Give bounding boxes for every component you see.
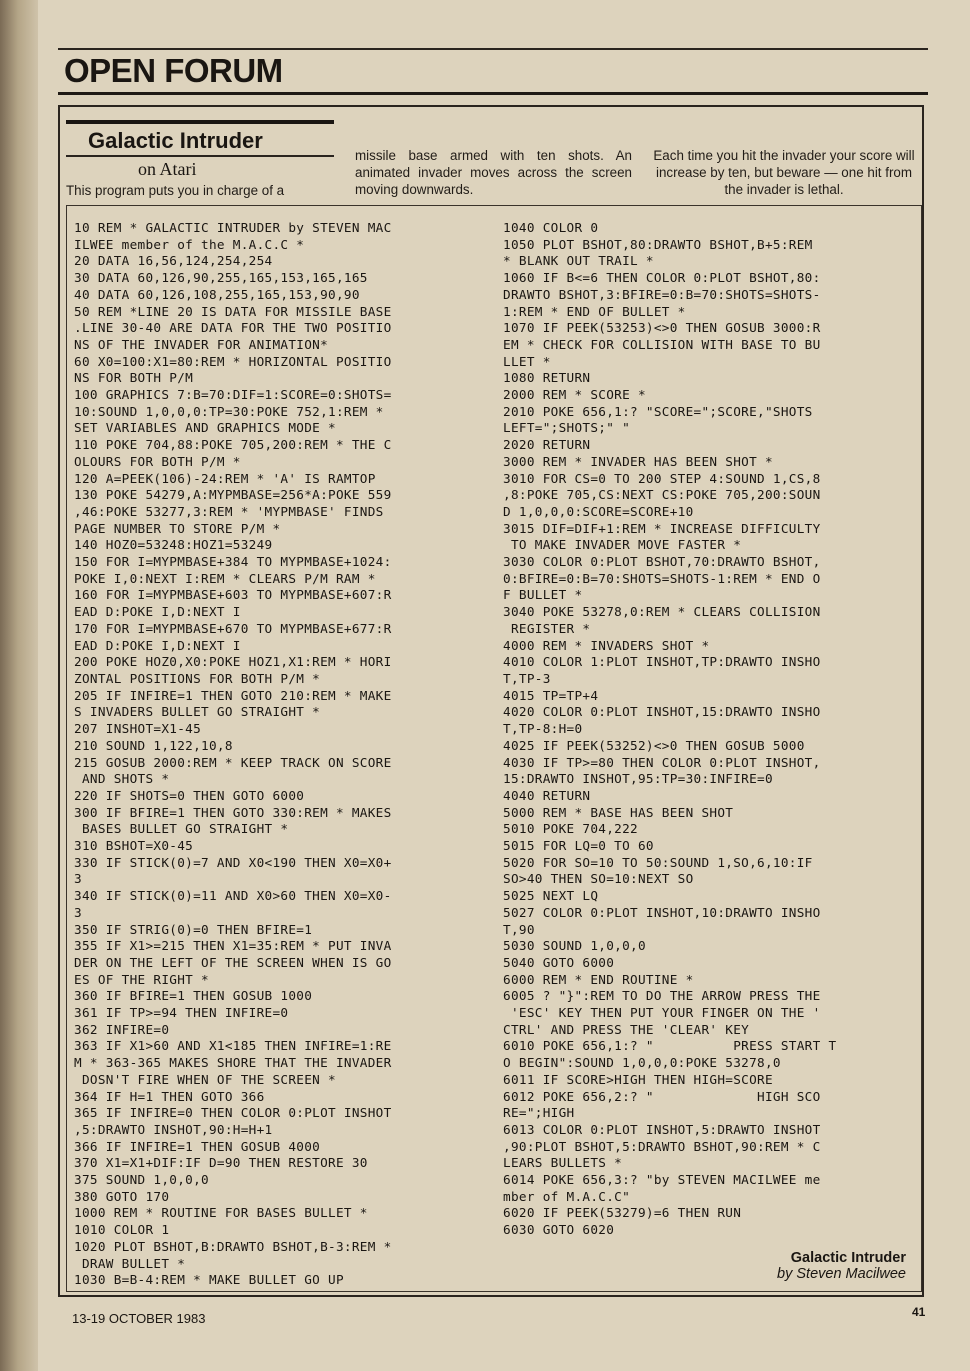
footer-date: 13-19 OCTOBER 1983 bbox=[72, 1311, 206, 1326]
code-line: 2010 POKE 656,1:? "SCORE=";SCORE,"SHOTS bbox=[503, 403, 813, 419]
code-line: 1:REM * END OF BULLET * bbox=[503, 303, 686, 319]
code-line: 0:BFIRE=0:B=70:SHOTS=SHOTS-1:REM * END O bbox=[503, 570, 821, 586]
code-line: 6014 POKE 656,3:? "by STEVEN MACILWEE me bbox=[503, 1172, 821, 1188]
code-line: PAGE NUMBER TO STORE P/M * bbox=[74, 520, 281, 536]
code-line: SET VARIABLES AND GRAPHICS MODE * bbox=[74, 420, 336, 436]
code-line: 6005 ? "}":REM TO DO THE ARROW PRESS THE bbox=[503, 988, 821, 1004]
code-line: T,90 bbox=[503, 921, 535, 937]
code-line: CTRL' AND PRESS THE 'CLEAR' KEY bbox=[503, 1021, 750, 1037]
code-line: ZONTAL POSITIONS FOR BOTH P/M * bbox=[74, 670, 321, 686]
code-line: ,46:POKE 53277,3:REM * 'MYPMBASE' FINDS bbox=[74, 503, 384, 519]
code-line: 10:SOUND 1,0,0,0:TP=30:POKE 752,1:REM * bbox=[74, 403, 384, 419]
code-line: AND SHOTS * bbox=[74, 771, 170, 787]
code-line: 140 HOZ0=53248:HOZ1=53249 bbox=[74, 537, 273, 553]
code-line: 300 IF BFIRE=1 THEN GOTO 330:REM * MAKES bbox=[74, 804, 392, 820]
code-line: EM * CHECK FOR COLLISION WITH BASE TO BU bbox=[503, 336, 821, 352]
code-line: 1070 IF PEEK(53253)<>0 THEN GOSUB 3000:R bbox=[503, 320, 821, 336]
code-line: 310 BSHOT=X0-45 bbox=[74, 838, 194, 854]
code-line: 375 SOUND 1,0,0,0 bbox=[74, 1172, 209, 1188]
code-line: 1010 COLOR 1 bbox=[74, 1222, 170, 1238]
code-line: 362 INFIRE=0 bbox=[74, 1021, 170, 1037]
code-line: 5020 FOR SO=10 TO 50:SOUND 1,SO,6,10:IF bbox=[503, 854, 813, 870]
code-line: 215 GOSUB 2000:REM * KEEP TRACK ON SCORE bbox=[74, 754, 392, 770]
code-line: 15:DRAWTO INSHOT,95:TP=30:INFIRE=0 bbox=[503, 771, 773, 787]
code-line: 4015 TP=TP+4 bbox=[503, 687, 599, 703]
code-line: 355 IF X1>=215 THEN X1=35:REM * PUT INVA bbox=[74, 938, 392, 954]
code-line: POKE I,0:NEXT I:REM * CLEARS P/M RAM * bbox=[74, 570, 376, 586]
intro-text-col1: This program puts you in charge of a bbox=[66, 183, 285, 198]
code-line: 120 A=PEEK(106)-24:REM * 'A' IS RAMTOP bbox=[74, 470, 376, 486]
code-line: REGISTER * bbox=[503, 620, 591, 636]
code-line: 150 FOR I=MYPMBASE+384 TO MYPMBASE+1024: bbox=[74, 554, 392, 570]
code-line: 3 bbox=[74, 904, 82, 920]
code-line: 5010 POKE 704,222 bbox=[503, 821, 638, 837]
code-line: 10 REM * GALACTIC INTRUDER by STEVEN MAC bbox=[74, 220, 392, 235]
code-line: 220 IF SHOTS=0 THEN GOTO 6000 bbox=[74, 787, 305, 803]
code-line: 360 IF BFIRE=1 THEN GOSUB 1000 bbox=[74, 988, 313, 1004]
code-line: 4025 IF PEEK(53252)<>0 THEN GOSUB 5000 bbox=[503, 737, 805, 753]
code-line: 40 DATA 60,126,108,255,165,153,90,90 bbox=[74, 286, 360, 302]
credit-title: Galactic Intruder bbox=[790, 1250, 906, 1266]
code-line: 30 DATA 60,126,90,255,165,153,165,165 bbox=[74, 270, 368, 286]
code-line: 1080 RETURN bbox=[503, 370, 591, 386]
code-line: BASES BULLET GO STRAIGHT * bbox=[74, 821, 289, 837]
code-line: RE=";HIGH bbox=[503, 1105, 575, 1121]
listing-column-right bbox=[503, 220, 921, 1239]
code-line: 170 FOR I=MYPMBASE+670 TO MYPMBASE+677:R bbox=[74, 620, 392, 636]
code-line: 1050 PLOT BSHOT,80:DRAWTO BSHOT,B+5:REM bbox=[503, 236, 813, 252]
code-line: 6000 REM * END ROUTINE * bbox=[503, 971, 694, 987]
code-line: S INVADERS BULLET GO STRAIGHT * bbox=[74, 704, 321, 720]
code-line: 4040 RETURN bbox=[503, 787, 591, 803]
code-line: 1060 IF B<=6 THEN COLOR 0:PLOT BSHOT,80: bbox=[503, 270, 821, 286]
code-line: 130 POKE 54279,A:MYPMBASE=256*A:POKE 559 bbox=[74, 487, 392, 503]
credit-author: by Steven Macilwee bbox=[777, 1266, 906, 1282]
code-line: 1020 PLOT BSHOT,B:DRAWTO BSHOT,B-3:REM * bbox=[74, 1238, 392, 1254]
code-line: 380 GOTO 170 bbox=[74, 1188, 170, 1204]
code-line: .LINE 30-40 ARE DATA FOR THE TWO POSITIO bbox=[74, 320, 392, 336]
code-line: 160 FOR I=MYPMBASE+603 TO MYPMBASE+607:R bbox=[74, 587, 392, 603]
code-line: OLOURS FOR BOTH P/M * bbox=[74, 453, 241, 469]
code-line: ILWEE member of the M.A.C.C * bbox=[74, 236, 305, 252]
code-line: DOSN'T FIRE WHEN OF THE SCREEN * bbox=[74, 1071, 336, 1087]
code-line: 366 IF INFIRE=1 THEN GOSUB 4000 bbox=[74, 1138, 321, 1154]
intro-text-col3: Each time you hit the invader your score will increase by ten, but beware — one hit from the invader is lethal. bbox=[653, 148, 915, 197]
code-line: 365 IF INFIRE=0 THEN COLOR 0:PLOT INSHOT bbox=[74, 1105, 392, 1121]
article-title: Galactic Intruder bbox=[88, 128, 263, 153]
code-line: LLET * bbox=[503, 353, 551, 369]
code-line: 3 bbox=[74, 871, 82, 887]
code-line: LEARS BULLETS * bbox=[503, 1155, 623, 1171]
code-line: 100 GRAPHICS 7:B=70:DIF=1:SCORE=0:SHOTS= bbox=[74, 387, 392, 403]
code-line: DRAW BULLET * bbox=[74, 1255, 186, 1271]
listing-column-left bbox=[74, 220, 494, 1289]
code-line: 4030 IF TP>=80 THEN COLOR 0:PLOT INSHOT, bbox=[503, 754, 821, 770]
code-line: 50 REM *LINE 20 IS DATA FOR MISSILE BASE bbox=[74, 303, 392, 319]
code-line: ,8:POKE 705,CS:NEXT CS:POKE 705,200:SOUN bbox=[503, 487, 821, 503]
code-line: 207 INSHOT=X1-45 bbox=[74, 721, 202, 737]
title-rule-bottom bbox=[66, 155, 334, 157]
code-line: TO MAKE INVADER MOVE FASTER * bbox=[503, 537, 742, 553]
article-subtitle: on Atari bbox=[138, 159, 197, 179]
section-rule bbox=[58, 92, 928, 95]
code-line: 6020 IF PEEK(53279)=6 THEN RUN bbox=[503, 1205, 742, 1221]
code-line: DRAWTO BSHOT,3:BFIRE=0:B=70:SHOTS=SHOTS- bbox=[503, 286, 821, 302]
code-line: 3040 POKE 53278,0:REM * CLEARS COLLISION bbox=[503, 604, 821, 620]
code-line: D 1,0,0,0:SCORE=SCORE+10 bbox=[503, 503, 694, 519]
code-line: 20 DATA 16,56,124,254,254 bbox=[74, 253, 273, 269]
code-line: 363 IF X1>60 AND X1<185 THEN INFIRE=1:RE bbox=[74, 1038, 392, 1054]
intro-text-col2: missile base armed with ten shots. An animated invader moves across the screen moving downwards. bbox=[355, 148, 632, 197]
code-line: SO>40 THEN SO=10:NEXT SO bbox=[503, 871, 694, 887]
code-line: 5015 FOR LQ=0 TO 60 bbox=[503, 838, 654, 854]
code-line: 5040 GOTO 6000 bbox=[503, 954, 615, 970]
code-line: 1040 COLOR 0 bbox=[503, 220, 599, 235]
code-line: 361 IF TP>=94 THEN INFIRE=0 bbox=[74, 1005, 289, 1021]
code-line: O BEGIN":SOUND 1,0,0,0:POKE 53278,0 bbox=[503, 1055, 781, 1071]
code-line: T,TP-8:H=0 bbox=[503, 721, 583, 737]
code-line: 5025 NEXT LQ bbox=[503, 888, 599, 904]
code-line: 6010 POKE 656,1:? " PRESS START T bbox=[503, 1038, 837, 1054]
title-rule-top bbox=[66, 120, 334, 124]
code-line: 4010 COLOR 1:PLOT INSHOT,TP:DRAWTO INSHO bbox=[503, 654, 821, 670]
code-line: 6012 POKE 656,2:? " HIGH SCO bbox=[503, 1088, 821, 1104]
code-line: 364 IF H=1 THEN GOTO 366 bbox=[74, 1088, 265, 1104]
code-line: T,TP-3 bbox=[503, 670, 551, 686]
code-line: 4020 COLOR 0:PLOT INSHOT,15:DRAWTO INSHO bbox=[503, 704, 821, 720]
code-line: ,5:DRAWTO INSHOT,90:H=H+1 bbox=[74, 1121, 273, 1137]
code-line: 3030 COLOR 0:PLOT BSHOT,70:DRAWTO BSHOT, bbox=[503, 554, 821, 570]
code-line: 200 POKE HOZ0,X0:POKE HOZ1,X1:REM * HORI bbox=[74, 654, 392, 670]
code-line: ES OF THE RIGHT * bbox=[74, 971, 209, 987]
page-number: 41 bbox=[912, 1305, 926, 1319]
code-line: 3015 DIF=DIF+1:REM * INCREASE DIFFICULTY bbox=[503, 520, 821, 536]
code-line: M * 363-365 MAKES SHORE THAT THE INVADER bbox=[74, 1055, 392, 1071]
code-line: NS OF THE INVADER FOR ANIMATION* bbox=[74, 336, 329, 352]
article-credit bbox=[777, 1250, 906, 1282]
code-line: 60 X0=100:X1=80:REM * HORIZONTAL POSITIO bbox=[74, 353, 392, 369]
code-line: 340 IF STICK(0)=11 AND X0>60 THEN X0=X0- bbox=[74, 888, 392, 904]
binding-spine bbox=[0, 0, 40, 1371]
code-line: 5027 COLOR 0:PLOT INSHOT,10:DRAWTO INSHO bbox=[503, 904, 821, 920]
code-line: 1030 B=B-4:REM * MAKE BULLET GO UP bbox=[74, 1272, 344, 1288]
code-line: 3000 REM * INVADER HAS BEEN SHOT * bbox=[503, 453, 773, 469]
code-line: ,90:PLOT BSHOT,5:DRAWTO BSHOT,90:REM * C bbox=[503, 1138, 821, 1154]
code-line: 3010 FOR CS=0 TO 200 STEP 4:SOUND 1,CS,8 bbox=[503, 470, 821, 486]
code-line: 350 IF STRIG(0)=0 THEN BFIRE=1 bbox=[74, 921, 313, 937]
code-line: 2000 REM * SCORE * bbox=[503, 387, 646, 403]
code-line: * BLANK OUT TRAIL * bbox=[503, 253, 654, 269]
section-title: OPEN FORUM bbox=[64, 52, 283, 89]
code-line: 2020 RETURN bbox=[503, 437, 591, 453]
code-line: DER ON THE LEFT OF THE SCREEN WHEN IS GO bbox=[74, 954, 392, 970]
code-line: F BULLET * bbox=[503, 587, 583, 603]
code-line: NS FOR BOTH P/M bbox=[74, 370, 194, 386]
code-line: mber of M.A.C.C" bbox=[503, 1188, 631, 1204]
code-line: EAD D:POKE I,D:NEXT I bbox=[74, 604, 241, 620]
code-line: 110 POKE 704,88:POKE 705,200:REM * THE C bbox=[74, 437, 392, 453]
code-line: 6030 GOTO 6020 bbox=[503, 1222, 615, 1238]
code-line: 6013 COLOR 0:PLOT INSHOT,5:DRAWTO INSHOT bbox=[503, 1121, 821, 1137]
code-line: EAD D:POKE I,D:NEXT I bbox=[74, 637, 241, 653]
code-line: 5030 SOUND 1,0,0,0 bbox=[503, 938, 646, 954]
code-line: 4000 REM * INVADERS SHOT * bbox=[503, 637, 710, 653]
code-line: 1000 REM * ROUTINE FOR BASES BULLET * bbox=[74, 1205, 368, 1221]
code-line: 330 IF STICK(0)=7 AND X0<190 THEN X0=X0+ bbox=[74, 854, 392, 870]
code-line: 205 IF INFIRE=1 THEN GOTO 210:REM * MAKE bbox=[74, 687, 392, 703]
code-line: LEFT=";SHOTS;" " bbox=[503, 420, 631, 436]
top-rule bbox=[58, 48, 928, 50]
code-line: 370 X1=X1+DIF:IF D=90 THEN RESTORE 30 bbox=[74, 1155, 368, 1171]
code-line: 6011 IF SCORE>HIGH THEN HIGH=SCORE bbox=[503, 1071, 773, 1087]
code-line: 5000 REM * BASE HAS BEEN SHOT bbox=[503, 804, 734, 820]
code-line: 210 SOUND 1,122,10,8 bbox=[74, 737, 233, 753]
code-line: 'ESC' KEY THEN PUT YOUR FINGER ON THE ' bbox=[503, 1005, 821, 1021]
